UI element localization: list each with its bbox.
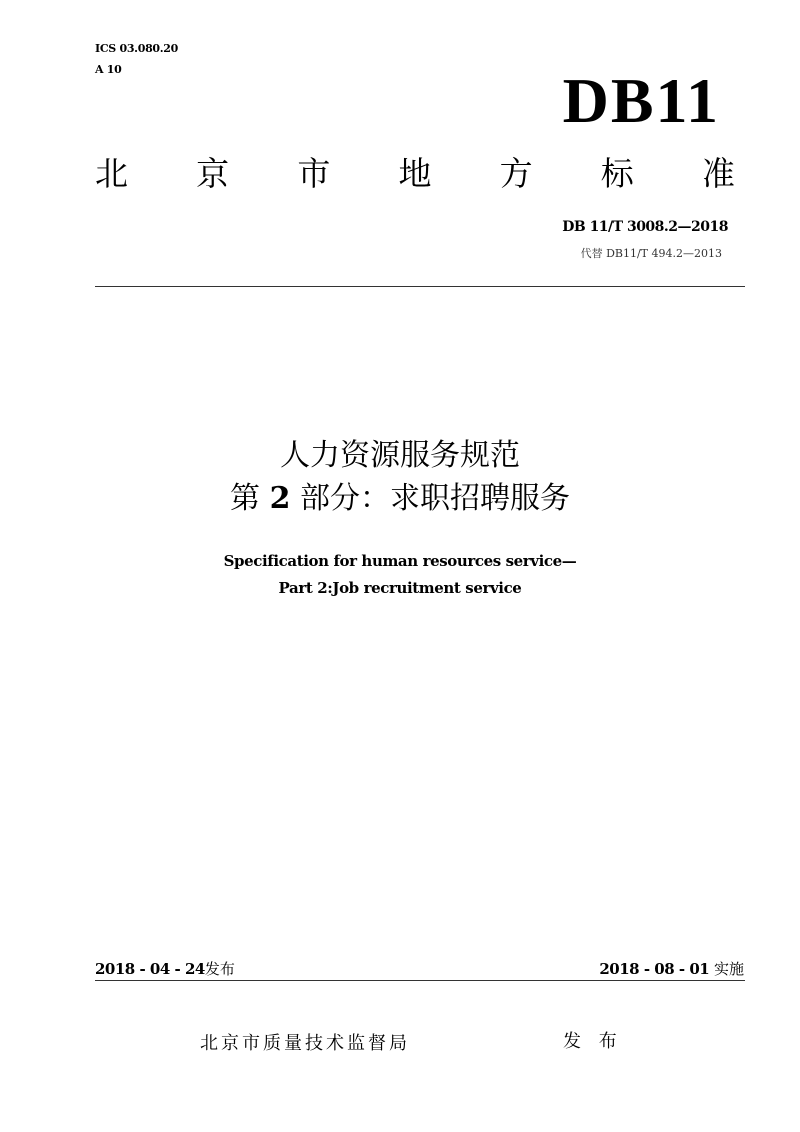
title-cn-line1: 人力资源服务规范	[280, 438, 520, 473]
standard-type-char: 北	[95, 154, 128, 193]
db-logo: DB11	[562, 65, 720, 136]
issue-date	[95, 959, 235, 979]
standard-type-char: 市	[297, 154, 331, 193]
standard-type-char: 标	[600, 154, 634, 193]
standard-type-char: 地	[398, 154, 432, 193]
publish-verb: 发 布	[563, 1031, 623, 1052]
standard-type-char: 方	[499, 154, 533, 193]
standard-type-char: 京	[196, 154, 230, 193]
title-part-prefix: 第	[230, 481, 261, 516]
title-en-line2: Part 2:Job recruitment service	[278, 579, 522, 597]
replaces-note: 代替 DB11/T 494.2—2013	[580, 247, 722, 260]
title-cn-line2	[0, 479, 800, 519]
issue-date-value: 2018 - 04 - 24	[95, 960, 205, 978]
footer-divider	[95, 980, 745, 981]
ics-code: ICS 03.080.20	[95, 42, 179, 55]
title-part-suffix: 部分：求职招聘服务	[299, 481, 570, 516]
implement-date-value: 2018 - 08 - 01	[599, 960, 710, 978]
title-en-line1: Specification for human resources service—	[223, 552, 577, 570]
standard-type-title	[95, 152, 735, 196]
implement-date-label: 实施	[713, 960, 744, 978]
implement-date	[599, 959, 744, 979]
standard-type-char: 准	[701, 154, 735, 193]
publisher: 北京市质量技术监督局	[200, 1033, 410, 1054]
title-part-number: 2	[269, 481, 291, 516]
header-divider	[95, 286, 745, 287]
standard-code: DB 11/T 3008.2—2018	[562, 219, 728, 235]
ccs-code: A 10	[95, 63, 122, 76]
issue-date-label: 发布	[204, 960, 235, 978]
